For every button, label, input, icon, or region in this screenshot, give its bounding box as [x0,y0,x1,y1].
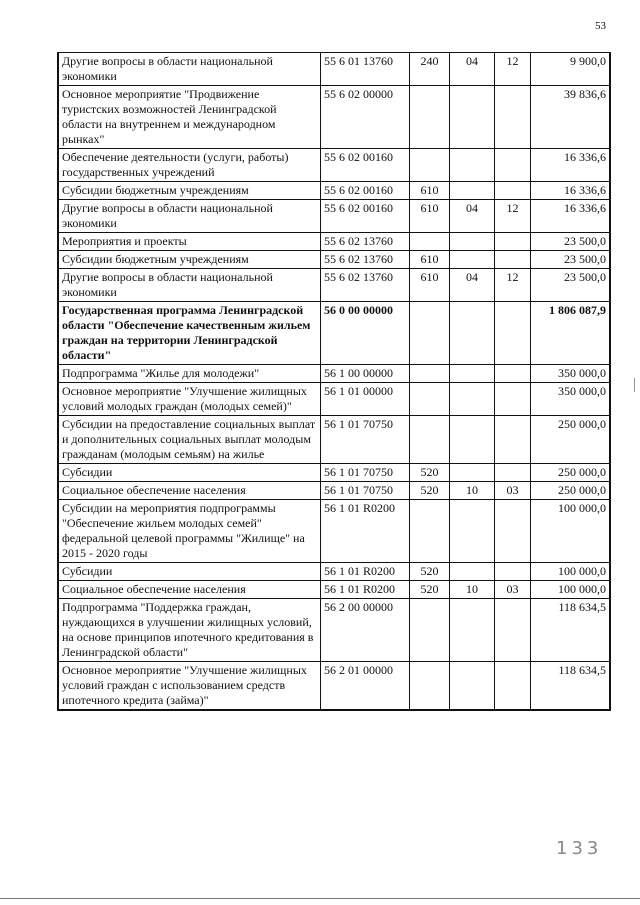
row-expense-type-cell [410,233,450,251]
row-sum-cell: 16 336,6 [531,149,611,182]
row-code-cell: 56 1 01 70750 [321,482,410,500]
table-body [58,53,610,711]
row-subsection-cell [495,149,531,182]
row-code-cell: 56 2 00 00000 [321,599,410,662]
row-name-cell: Субсидии бюджетным учреждениям [58,251,321,269]
handwritten-page-stamp: 133 [556,838,603,859]
row-sum-cell: 350 000,0 [531,365,611,383]
row-code-cell: 55 6 02 13760 [321,251,410,269]
row-section-cell [450,563,495,581]
row-code-cell: 56 1 01 70750 [321,416,410,464]
row-section-cell: 04 [450,200,495,233]
table-row [58,233,610,251]
row-subsection-cell: 03 [495,581,531,599]
row-sum-cell: 9 900,0 [531,53,611,86]
row-name-cell: Другие вопросы в области национальной экономики [58,200,321,233]
row-expense-type-cell [410,500,450,563]
row-subsection-cell [495,662,531,711]
row-name-cell: Субсидии [58,464,321,482]
row-subsection-cell [495,251,531,269]
row-name-cell: Субсидии на мероприятия подпрограммы "Обеспечение жильем молодых семей" федеральной целевой программы "Жилище" на 2015 - 2020 годы [58,500,321,563]
row-section-cell [450,233,495,251]
row-name-cell: Основное мероприятие "Продвижение туристских возможностей Ленинградской области на внутреннем и международном рынках" [58,86,321,149]
row-subsection-cell: 12 [495,200,531,233]
row-expense-type-cell [410,149,450,182]
row-expense-type-cell [410,599,450,662]
row-expense-type-cell: 520 [410,563,450,581]
row-subsection-cell [495,383,531,416]
row-sum-cell: 100 000,0 [531,563,611,581]
table-row [58,182,610,200]
row-name-cell: Основное мероприятие "Улучшение жилищных условий молодых граждан (молодых семей)" [58,383,321,416]
row-section-cell [450,86,495,149]
row-name-cell: Основное мероприятие "Улучшение жилищных условий граждан с использованием средств ипотечного кредита (займа)" [58,662,321,711]
table-row [58,86,610,149]
row-subsection-cell [495,233,531,251]
row-name-cell: Обеспечение деятельности (услуги, работы) государственных учреждений [58,149,321,182]
row-expense-type-cell [410,383,450,416]
row-sum-cell: 250 000,0 [531,464,611,482]
scan-mark [634,378,635,392]
row-section-cell [450,365,495,383]
row-name-cell: Другие вопросы в области национальной экономики [58,53,321,86]
row-sum-cell: 16 336,6 [531,182,611,200]
row-name-cell: Субсидии бюджетным учреждениям [58,182,321,200]
row-subsection-cell: 12 [495,269,531,302]
row-code-cell: 55 6 02 00160 [321,149,410,182]
row-sum-cell: 23 500,0 [531,251,611,269]
row-sum-cell: 1 806 087,9 [531,302,611,365]
row-section-cell [450,149,495,182]
row-expense-type-cell: 520 [410,581,450,599]
row-sum-cell: 39 836,6 [531,86,611,149]
row-subsection-cell [495,500,531,563]
row-sum-cell: 118 634,5 [531,599,611,662]
row-sum-cell: 23 500,0 [531,269,611,302]
row-section-cell [450,662,495,711]
table-row [58,149,610,182]
row-section-cell [450,251,495,269]
row-section-cell: 04 [450,53,495,86]
row-expense-type-cell [410,86,450,149]
row-subsection-cell [495,599,531,662]
table-row [58,383,610,416]
row-name-cell: Социальное обеспечение населения [58,482,321,500]
row-subsection-cell: 12 [495,53,531,86]
table-row [58,365,610,383]
row-expense-type-cell [410,416,450,464]
row-section-cell [450,182,495,200]
row-sum-cell: 250 000,0 [531,416,611,464]
row-expense-type-cell: 610 [410,269,450,302]
row-expense-type-cell: 610 [410,251,450,269]
row-name-cell: Подпрограмма "Поддержка граждан, нуждающихся в улучшении жилищных условий, на основе принципов ипотечного кредитования в Ленинградской области" [58,599,321,662]
row-name-cell: Социальное обеспечение населения [58,581,321,599]
budget-table [57,52,611,711]
row-code-cell: 55 6 02 00000 [321,86,410,149]
row-expense-type-cell: 520 [410,482,450,500]
row-subsection-cell [495,302,531,365]
row-section-cell: 10 [450,581,495,599]
row-code-cell: 56 0 00 00000 [321,302,410,365]
table-row [58,269,610,302]
row-expense-type-cell: 520 [410,464,450,482]
row-name-cell: Субсидии [58,563,321,581]
row-sum-cell: 350 000,0 [531,383,611,416]
row-name-cell: Другие вопросы в области национальной экономики [58,269,321,302]
row-sum-cell: 23 500,0 [531,233,611,251]
row-section-cell: 10 [450,482,495,500]
row-expense-type-cell [410,302,450,365]
table-row [58,662,610,711]
row-subsection-cell [495,365,531,383]
row-code-cell: 56 1 01 R0200 [321,563,410,581]
table-row [58,302,610,365]
row-code-cell: 55 6 01 13760 [321,53,410,86]
table-row [58,251,610,269]
page-number: 53 [595,20,606,32]
table-row [58,53,610,86]
table-row [58,200,610,233]
table-row [58,416,610,464]
row-section-cell [450,464,495,482]
row-subsection-cell: 03 [495,482,531,500]
row-name-cell: Мероприятия и проекты [58,233,321,251]
table-row [58,482,610,500]
row-expense-type-cell [410,662,450,711]
row-code-cell: 56 1 01 R0200 [321,500,410,563]
row-sum-cell: 100 000,0 [531,581,611,599]
bottom-rule [0,898,640,899]
row-section-cell: 04 [450,269,495,302]
table-row [58,500,610,563]
row-sum-cell: 118 634,5 [531,662,611,711]
row-sum-cell: 16 336,6 [531,200,611,233]
row-name-cell: Субсидии на предоставление социальных выплат и дополнительных социальных выплат молодым гражданам (молодым семьям) на жилье [58,416,321,464]
row-expense-type-cell: 610 [410,200,450,233]
row-code-cell: 56 1 00 00000 [321,365,410,383]
row-code-cell: 56 1 01 70750 [321,464,410,482]
row-subsection-cell [495,86,531,149]
row-code-cell: 56 1 01 00000 [321,383,410,416]
row-section-cell [450,500,495,563]
row-name-cell: Государственная программа Ленинградской области "Обеспечение качественным жильем граждан на территории Ленинградской области" [58,302,321,365]
row-subsection-cell [495,182,531,200]
row-sum-cell: 100 000,0 [531,500,611,563]
row-subsection-cell [495,563,531,581]
row-code-cell: 56 1 01 R0200 [321,581,410,599]
row-section-cell [450,302,495,365]
row-code-cell: 55 6 02 00160 [321,182,410,200]
row-sum-cell: 250 000,0 [531,482,611,500]
row-section-cell [450,416,495,464]
row-code-cell: 55 6 02 13760 [321,269,410,302]
row-subsection-cell [495,464,531,482]
table-row [58,599,610,662]
row-subsection-cell [495,416,531,464]
table-row [58,581,610,599]
row-expense-type-cell [410,365,450,383]
row-expense-type-cell: 610 [410,182,450,200]
row-code-cell: 55 6 02 00160 [321,200,410,233]
row-section-cell [450,383,495,416]
row-code-cell: 56 2 01 00000 [321,662,410,711]
row-name-cell: Подпрограмма "Жилье для молодежи" [58,365,321,383]
table-row [58,563,610,581]
row-code-cell: 55 6 02 13760 [321,233,410,251]
row-section-cell [450,599,495,662]
row-expense-type-cell: 240 [410,53,450,86]
table-row [58,464,610,482]
